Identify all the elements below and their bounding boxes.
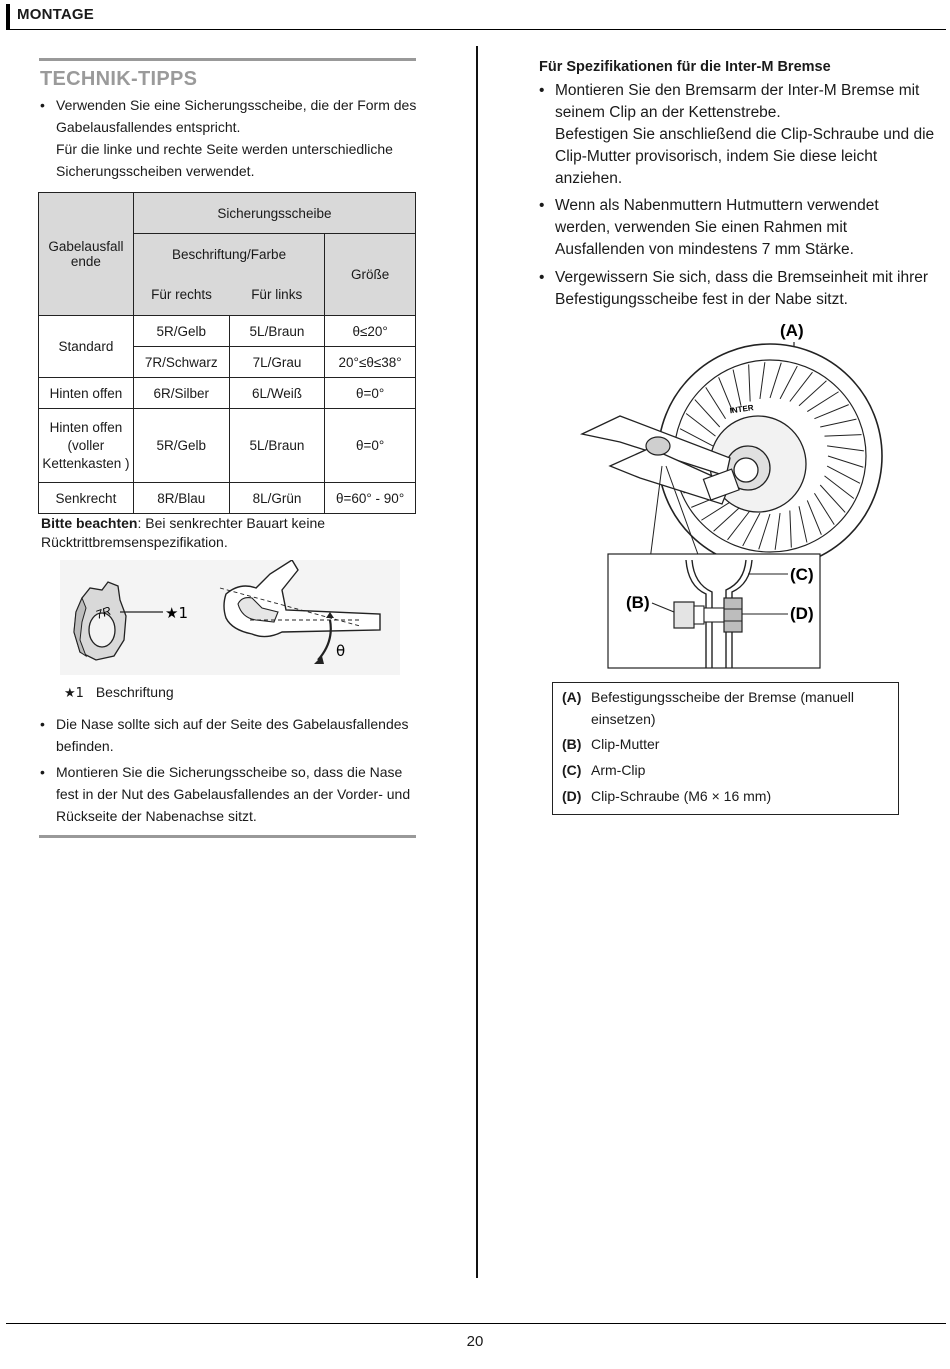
section-title: MONTAGE [17, 6, 94, 23]
star-legend [64, 684, 174, 701]
right-bullet-1-line: Montieren Sie den Bremsarm der Inter-M Bremse mit [555, 82, 920, 99]
tips-bullet-3-line: Rückseite der Nabenachse sitzt. [56, 808, 257, 824]
legend-key: (A) [562, 689, 582, 705]
lock-washer-figure [60, 560, 400, 675]
cell-groesse: θ=0° [325, 378, 416, 409]
right-bullet-1-line: Clip-Mutter provisorisch, indem Sie diese leicht [555, 148, 878, 165]
tips-top-rule [39, 58, 416, 61]
column-divider [476, 46, 478, 1278]
table-note [41, 514, 325, 552]
parts-legend [552, 682, 899, 815]
tips-title: TECHNIK-TIPPS [40, 68, 198, 90]
washer-label: 7R [93, 603, 114, 622]
legend-row-c [562, 759, 892, 781]
tips-bullet-1-line: Sicherungsscheiben verwendet. [56, 163, 255, 179]
tips-bullet-1-line: Für die linke und rechte Seite werden unterschiedliche [56, 141, 393, 157]
star-text: Beschriftung [95, 684, 174, 700]
legend-row-a [562, 686, 892, 730]
footer-rule [6, 1323, 946, 1324]
row-label: Hinten offen [39, 378, 134, 409]
th-groesse: Größe [325, 234, 416, 316]
th-fuer-links: Für links [229, 275, 325, 316]
legend-key: (B) [562, 736, 582, 752]
cell-rechts: 8R/Blau [133, 483, 229, 514]
th-sicherungsscheibe: Sicherungsscheibe [133, 193, 415, 234]
inter-m-heading: Für Spezifikationen für die Inter-M Bremse [539, 59, 831, 75]
header-accent-bar [6, 4, 10, 30]
tips-bullet-2-line: Die Nase sollte sich auf der Seite des Gabelausfallendes [56, 716, 409, 732]
row-label: Standard [39, 316, 134, 378]
cell-links: 5L/Braun [229, 409, 325, 483]
right-bullet-3-line: Befestigungsscheibe fest in der Nabe sitzt. [555, 291, 848, 308]
right-bullet-1-line: seinem Clip an der Kettenstrebe. [555, 104, 781, 121]
star-key: ★1 [64, 686, 84, 701]
legend-value: einsetzen) [591, 711, 656, 727]
legend-row-b [562, 733, 892, 755]
legend-key: (D) [562, 788, 582, 804]
tips-bullet-2 [40, 713, 420, 757]
row-label: Senkrecht [39, 483, 134, 514]
cell-groesse: θ≤20° [325, 316, 416, 347]
tips-bullet-3-line: fest in der Nut des Gabelausfallendes an der Vorder- und [56, 786, 411, 802]
right-bullet-3 [539, 267, 944, 311]
th-gabelausfallende: Gabelausfall ende [39, 193, 134, 316]
tips-bottom-rule [39, 835, 416, 838]
bullet-dot: • [40, 97, 45, 113]
label-a: (A) [780, 321, 804, 340]
tips-bullet-1 [40, 94, 420, 184]
legend-key: (C) [562, 762, 582, 778]
right-bullet-1-line: anziehen. [555, 170, 623, 187]
right-bullet-2-line: Ausfallenden von mindestens 7 mm Stärke. [555, 241, 854, 258]
legend-value: Clip-Schraube (M6 × 16 mm) [591, 788, 772, 804]
cell-links: 5L/Braun [229, 316, 325, 347]
label-b: (B) [626, 593, 650, 612]
tips-bullet-1-line: Gabelausfallendes entspricht. [56, 119, 241, 135]
theta-label: θ [336, 642, 346, 660]
th-fuer-rechts: Für rechts [133, 275, 229, 316]
right-bullet-2 [539, 195, 944, 261]
right-bullet-3-line: Vergewissern Sie sich, dass die Bremseinheit mit ihrer [555, 269, 929, 286]
table-row [39, 316, 416, 347]
legend-value: Arm-Clip [591, 762, 646, 778]
star-label: ★1 [165, 604, 188, 622]
table-row [39, 378, 416, 409]
tips-bullet-3-line: Montieren Sie die Sicherungsscheibe so, dass die Nase [56, 764, 403, 780]
legend-value: Befestigungsscheibe der Bremse (manuell [591, 689, 855, 705]
bullet-dot: • [40, 716, 45, 732]
tips-bullet-2-line: befinden. [56, 738, 114, 754]
right-bullet-1-line: Befestigen Sie anschließend die Clip-Schraube und die [555, 126, 935, 143]
cell-groesse: θ=0° [325, 409, 416, 483]
legend-value: Clip-Mutter [591, 736, 660, 752]
cell-groesse: θ=60° - 90° [325, 483, 416, 514]
bullet-dot: • [539, 197, 545, 214]
right-bullet-2-line: werden, verwenden Sie einen Rahmen mit [555, 219, 848, 236]
bullet-dot: • [40, 764, 45, 780]
cell-rechts: 5R/Gelb [133, 316, 229, 347]
right-bullet-2-line: Wenn als Nabenmuttern Hutmuttern verwendet [555, 197, 879, 214]
right-bullet-1 [539, 80, 944, 190]
cell-rechts: 6R/Silber [133, 378, 229, 409]
table-row [39, 483, 416, 514]
note-text-2: Rücktrittbremsenspezifikation. [41, 534, 228, 550]
bullet-dot: • [539, 82, 545, 99]
cell-links: 8L/Grün [229, 483, 325, 514]
legend-row-d [562, 785, 892, 807]
row-label: Hinten offen (voller Kettenkasten ) [39, 409, 134, 483]
cell-links: 7L/Grau [229, 347, 325, 378]
page-number: 20 [466, 1333, 484, 1350]
label-c: (C) [790, 565, 814, 584]
tips-bullet-3 [40, 761, 420, 827]
note-label: Bitte beachten [41, 515, 138, 531]
cell-links: 6L/Weiß [229, 378, 325, 409]
cell-rechts: 5R/Gelb [133, 409, 229, 483]
lock-washer-table [38, 192, 416, 514]
brake-assembly-figure [580, 316, 900, 676]
tips-bullet-1-line: Verwenden Sie eine Sicherungsscheibe, die der Form des [56, 97, 417, 113]
table-row [39, 409, 416, 483]
note-text: : Bei senkrechter Bauart keine [137, 515, 326, 531]
header-rule [6, 29, 946, 30]
cell-rechts: 7R/Schwarz [133, 347, 229, 378]
th-beschriftung: Beschriftung/Farbe [133, 234, 324, 275]
cell-groesse: 20°≤θ≤38° [325, 347, 416, 378]
brand-text: INTER [729, 403, 755, 416]
bullet-dot: • [539, 269, 545, 286]
label-d: (D) [790, 604, 814, 623]
